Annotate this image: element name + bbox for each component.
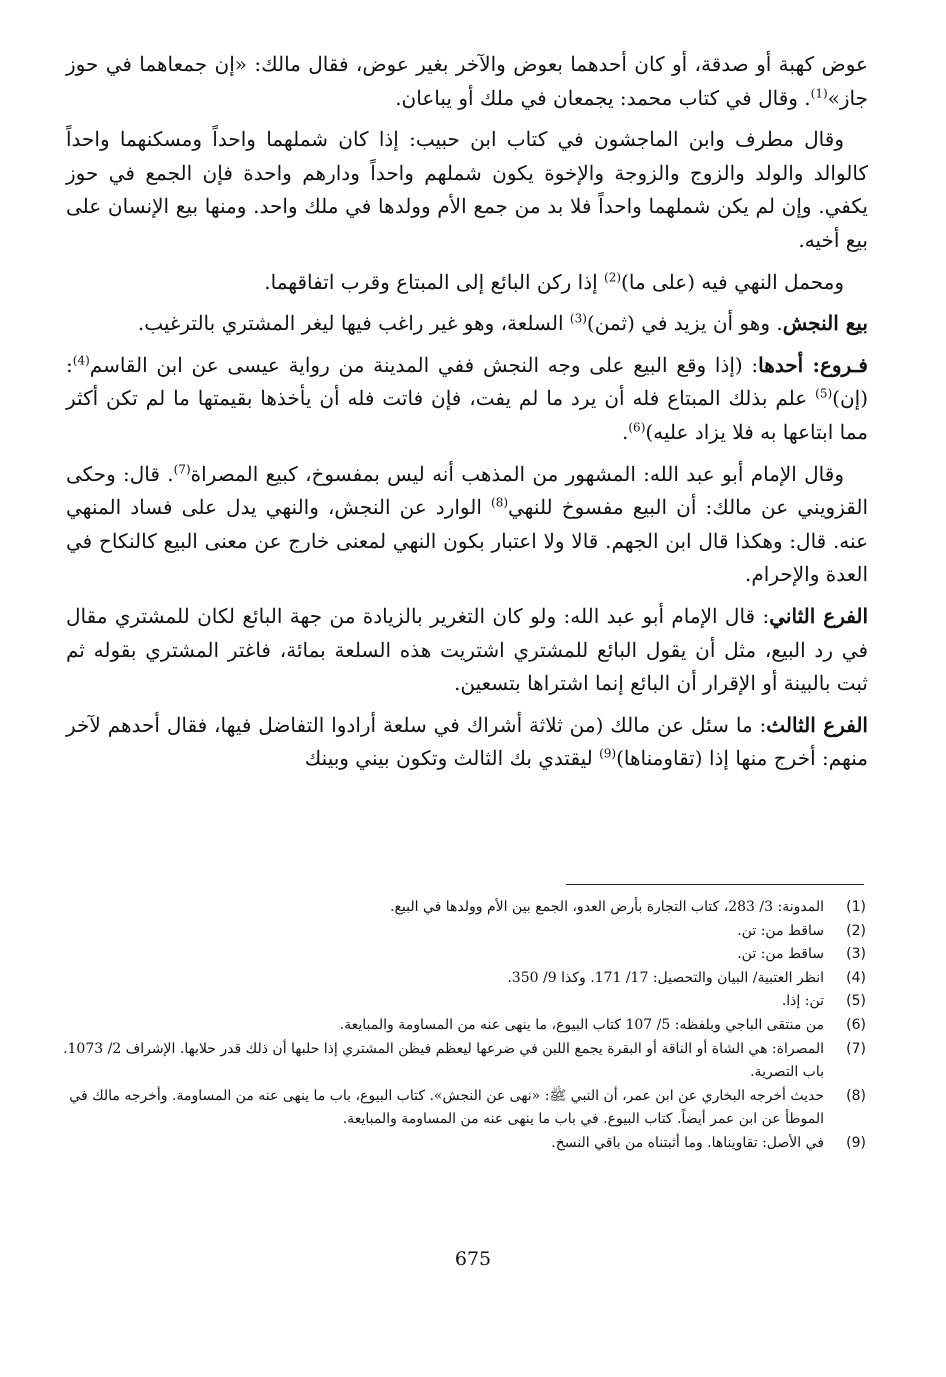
footnote-text: تن: إذا. [781,993,824,1010]
text-run: . [622,419,629,444]
text-run: الوارد عن النجش، والنهي يدل على فساد المنهي عنه. قال: وهكذا قال ابن الجهم. قالا ولا اعتبار بكون النهي لمعنى خارج عن معنى البيع كالنكاح في العدة والإحرام. [66,495,868,587]
paragraph-3 [66,266,868,300]
footnote-item [60,1038,866,1085]
paragraph-1 [66,48,868,115]
text-run: ومحمل النهي فيه (على ما) [621,269,844,294]
text-run: وقال الإمام أبو عبد الله: المشهور من المذهب أنه ليس بمفسوخ، كبيع المصراة [190,461,844,486]
footnote-text: المصراة: هي الشاة أو الناقة أو البقرة يجمع اللبن في ضرعها ليعظم فيظن المشتري إذا حلبها أن ذلك قدر حلابها. الإشراف 2/ 1073. باب التصرية. [63,1040,824,1081]
text-run: عوض كهبة أو صدقة، أو كان أحدهما بعوض والآخر بغير عوض، فقال مالك: «إن جمعاهما في حوز جاز» [66,52,868,110]
footnote-ref: (5) [815,386,833,401]
text-run: علم بذلك المبتاع فله أن يرد ما لم يفت، فإن فاتت فله أن يأخذها بقيمتها ما لم تكن أكثر مما ابتاعها به فلا يزاد عليه) [66,386,868,444]
paragraph-6 [66,458,868,592]
footnote-item [60,990,866,1014]
main-text [66,48,868,784]
text-run: . وهو أن يزيد في (ثمن) [586,311,783,336]
paragraph-2 [66,123,868,257]
footnote-text: ساقط من: تن. [737,922,824,939]
footnote-item [60,1085,866,1132]
footnote-ref: (3) [569,311,587,326]
text-run: السلعة، وهو غير راغب فيها ليغر المشتري بالترغيب. [137,311,570,336]
text-run: وقال مطرف وابن الماجشون في كتاب ابن حبيب: إذا كان شملهما واحداً ومسكنهما واحداً كالوالد والولد والزوج والزوجة والإخوة يكون شملهم واحداً ودارهم واحدة فإن الجمع في حوز يكفي. وإن لم يكن شملهما واحداً فلا بد من جمع الأم وولدها في ملك واحد. ومنها بيع الإنسان على بيع أخيه. [66,127,868,252]
section-heading: بيع النجش [782,311,868,336]
footnote-number: (1) [846,899,866,915]
footnote-ref: (7) [173,461,191,476]
footnote-separator [566,884,864,885]
footnote-ref: (8) [491,495,509,510]
text-run: ليقتدي بك الثالث وتكون بيني وبينك [304,746,600,771]
paragraph-5 [66,349,868,450]
section-heading: فـروع: أحدها [758,352,868,377]
footnote-text: المدونة: 3/ 283، كتاب التجارة بأرض العدو، الجمع بين الأم وولدها في البيع. [390,899,824,915]
footnote-number: (3) [846,946,866,963]
footnote-number: (6) [846,1016,866,1033]
paragraph-8 [66,709,868,776]
footnote-item [60,896,866,920]
footnote-text: من منتقى الباجي وبلفظه: 5/ 107 كتاب البيوع، ما ينهى عنه من المساومة والمبايعة. [339,1016,824,1033]
text-run: : (إن) [66,352,868,411]
footnote-number: (9) [846,1134,866,1151]
footnote-text: ساقط من: تن. [737,946,824,963]
text-run: : (إذا وقع البيع على وجه النجش ففي المدينة من رواية عيسى عن ابن القاسم [89,352,759,377]
paragraph-7 [66,600,868,701]
footnote-ref: (1) [810,85,828,100]
footnote-text: انظر العتبية/ البيان والتحصيل: 17/ 171. وكذا 9/ 350. [507,969,824,986]
footnote-number: (7) [846,1040,866,1057]
footnote-ref: (2) [604,269,622,284]
paragraph-4 [66,307,868,341]
text-run: . وقال في كتاب محمد: يجمعان في ملك أو يباعان. [395,85,811,110]
footnote-item [60,943,866,967]
text-run: : قال الإمام أبو عبد الله: ولو كان التغرير بالزيادة من جهة البائع لكان للمشتري مقال في رد البيع، مثل أن يقول البائع للمشتري اشتريت هذه السلعة بمائة، فاغتر المشتري بقوله ثم ثبت بالبينة أو الإقرار أن البائع إنما اشتراها بتسعين. [66,603,868,696]
footnote-item [60,1014,866,1038]
footnote-ref: (9) [599,746,617,761]
footnote-text: في الأصل: تقاويناها. وما أثبتناه من باقي النسخ. [551,1134,824,1151]
text-run: إذا ركن البائع إلى المبتاع وقرب اتفاقهما. [264,269,605,294]
page-number: 675 [454,1248,492,1270]
footnote-number: (8) [846,1087,866,1104]
footnote-ref: (6) [628,420,646,435]
footnote-number: (2) [846,922,866,939]
footnote-text: حديث أخرجه البخاري عن ابن عمر، أن النبي ﷺ: «نهى عن النجش». كتاب البيوع، باب ما ينهى عنه من المساومة. وأخرجه مالك في الموطأ عن ابن عمر أيضاً. كتاب البيوع. في باب ما ينهى عنه من المساومة والمبايعة. [69,1087,824,1128]
footnote-number: (5) [846,993,866,1010]
footnote-item [60,967,866,991]
text-run: : ما سئل عن مالك (من ثلاثة أشراك في سلعة أرادوا التفاضل فيها، فقال أحدهم لآخر منهم: أخرج منها إذا (تقاومناها) [66,712,868,771]
footnote-number: (4) [846,969,866,986]
footnote-item [60,920,866,944]
footnotes [60,896,866,1156]
footnote-ref: (4) [72,353,90,368]
footnote-item [60,1132,866,1156]
section-heading: الفرع الثالث [766,712,868,737]
text-run: . قال: وحكى القزويني عن مالك: أن البيع مفسوخ للنهي [66,461,868,520]
section-heading: الفرع الثاني [769,603,868,628]
